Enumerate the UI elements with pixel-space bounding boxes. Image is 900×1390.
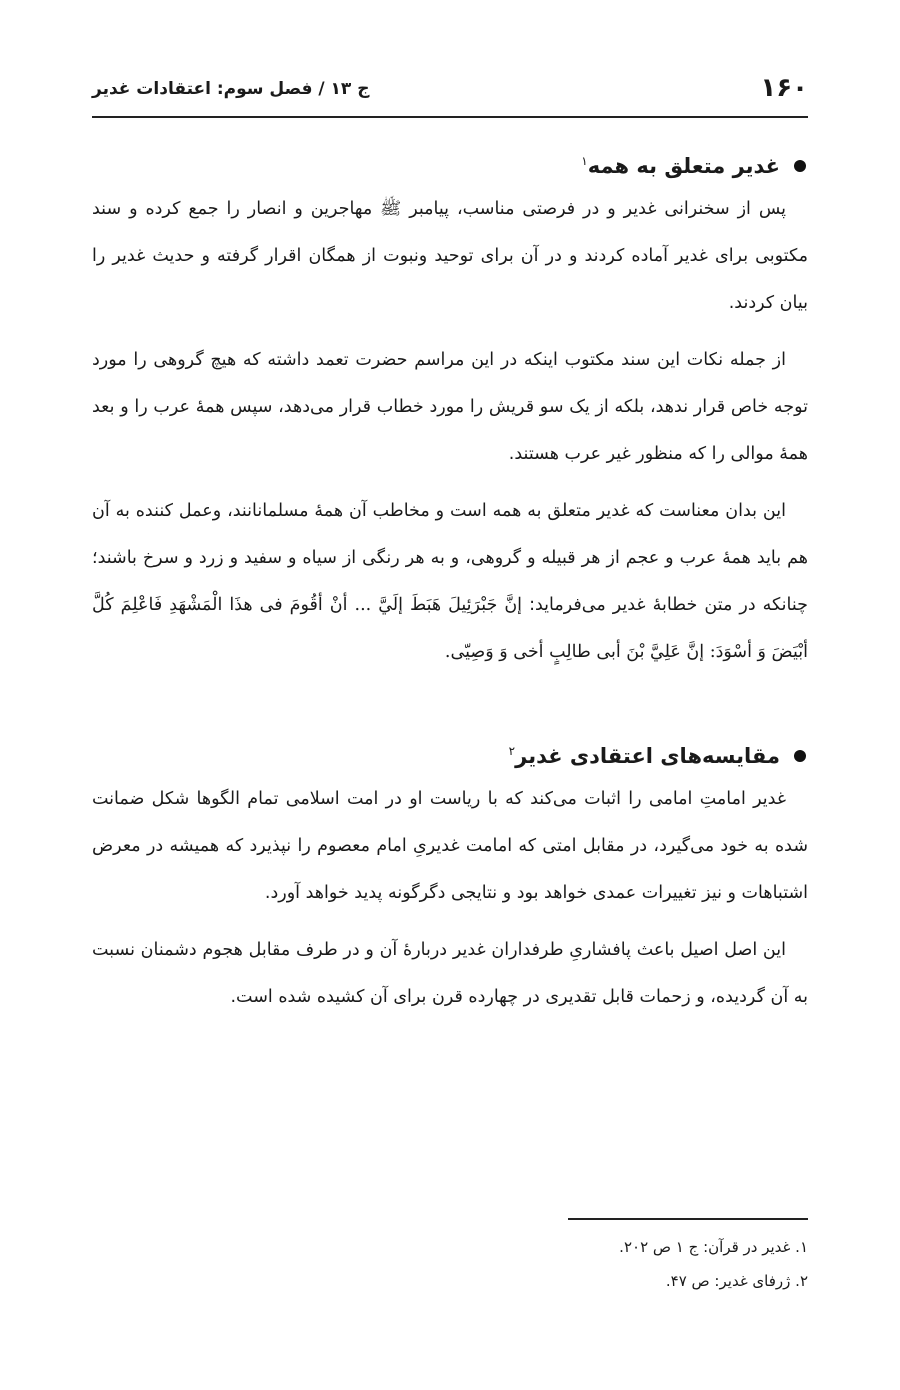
page-header	[92, 70, 808, 114]
paragraph: پس از سخنرانی غدیر و در فرصتی مناسب، پیامبر ﷺ مهاجرین و انصار را جمع کرده و سند مکتوبی برای غدیر آماده کردند و در آن برای توحید ونبوت از همگان اقرار گرفته و حدیث غدیر را بیان کردند.	[92, 199, 808, 313]
paragraph: غدیر امامتِ امامی را اثبات می‌کند که با ریاست او در امت اسلامی تمام الگوها شکل ضمانت شده به خود می‌گیرد، در مقابل امتی که امامت غدیریِ امام معصوم را نپذیرد که همیشه در معرض اشتباهات و نیز تغییرات عمدی خواهد بود و نتایجی دگرگونه پدید خواهد آورد.	[92, 789, 808, 903]
footnote-rule	[568, 1218, 808, 1220]
paragraph: از جمله نکات این سند مکتوب اینکه در این مراسم حضرت تعمد داشته که هیچ گروهی را مورد توجه خاص قرار ندهد، بلکه از یک سو قریش را مورد خطاب قرار می‌دهد، سپس همهٔ عرب را و بعد همهٔ موالی را که منظور غیر عرب هستند.	[92, 350, 808, 464]
section-heading-text: غدیر متعلق به همه	[587, 154, 780, 178]
footnote-ref: ۱	[581, 154, 588, 168]
footnote: ۲. ژرفای غدیر: ص ۴۷.	[665, 1272, 808, 1290]
bullet-icon	[794, 750, 806, 762]
section-heading-comparisons	[92, 726, 808, 776]
paragraph: این اصل اصیل باعث پافشاریِ طرفداران غدیر دربارهٔ آن و در طرف مقابل هجوم دشمنان نسبت به آن گردیده، و زحمات قابل تقدیری در چهارده قرن برای آن کشیده شده است.	[92, 940, 808, 1007]
header-rule	[92, 116, 808, 118]
arabic-quote: إنَّ جَبْرَئِيلَ هَبَطَ إلَيَّ ... أنْ أقُومَ فی هذَا الْمَشْهَدِ فَاعْلِمَ كُلَّ أبْيَضَ وَ أسْوَدَ: إنَّ عَلِيَّ بْنَ أبی طالِبٍ أخی وَ وَصِيّی.	[92, 595, 808, 662]
bullet-icon	[794, 160, 806, 172]
page-number: ۱۶۰	[760, 73, 808, 103]
section-heading-text: مقایسه‌های اعتقادی غدیر	[515, 744, 780, 768]
page-body	[92, 136, 808, 1021]
footnotes	[568, 1218, 808, 1298]
paragraph-text: این بدان معناست که غدیر متعلق به همه است و مخاطب آن همهٔ مسلمانانند، وعمل کننده به آن هم باید همهٔ عرب و عجم از هر قبیله و گروهی، و به هر رنگی از سیاه و سفید و زرد و سرخ باشند؛ چنانکه در متن خطابهٔ غدیر می‌فرماید:	[92, 501, 808, 615]
section-heading-ghadir-for-all	[92, 136, 808, 186]
footnote-ref: ۲	[508, 744, 516, 758]
paragraph-with-quote	[92, 488, 808, 676]
footnote: ۱. غدیر در قرآن: ج ۱ ص ۲۰۲.	[619, 1238, 808, 1256]
running-head: ج ۱۳ / فصل سوم: اعتقادات غدیر	[92, 79, 370, 99]
